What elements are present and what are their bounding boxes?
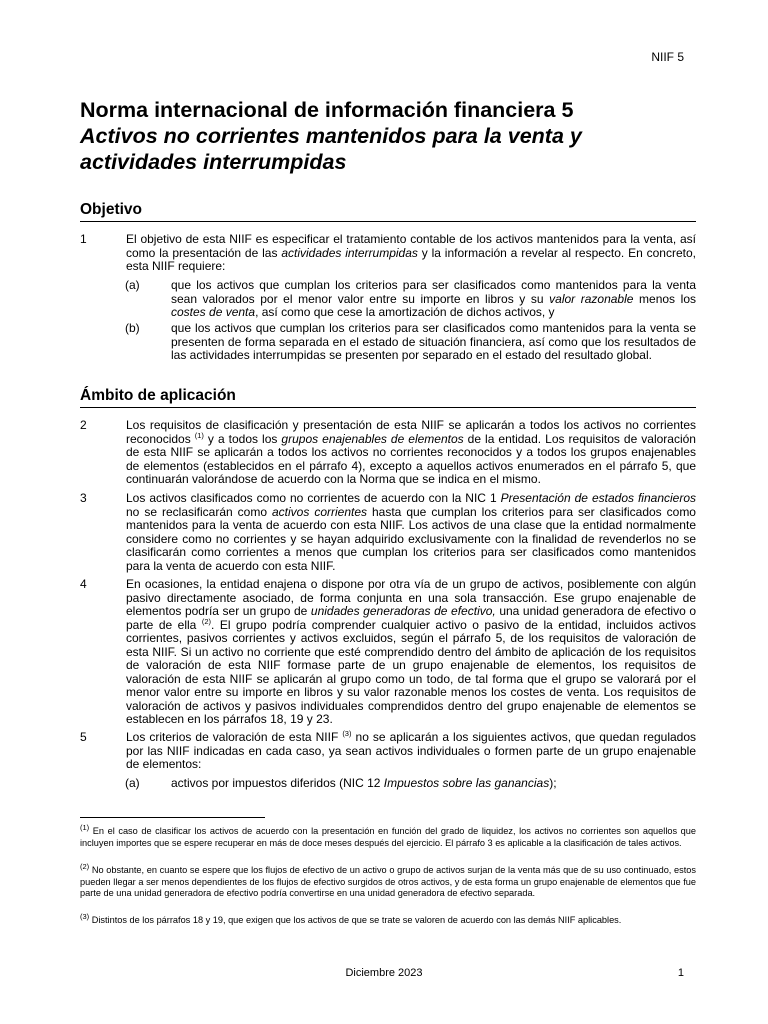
footnote-separator — [80, 817, 265, 818]
footnote-3: $^{(3)}$ Distintos de los párrafos 18 y 19, que exigen que los activos de que se trate se valoren de acuerdo con las demás NIIF aplicables. — [80, 911, 622, 925]
footnote-2: $^{(2)}$ No obstante, en cuanto se espere que los flujos de efectivo de un activo o grupo de activos surjan de la venta más que de su uso continuado, estos pueden llegar a ser menos dependientes de los flujos de efectivo surgidos de otros activos, y de esta forma un grupo enajenable de elementos que fue parte de una unidad generadora de efectivo podría convertirse en una unidad generadora de efectivo separada. — [80, 861, 696, 899]
footnote-ref-2: (2) — [201, 616, 212, 626]
paragraph-number: 1 — [80, 232, 87, 246]
title-line-3: actividades interrumpidas — [80, 150, 347, 174]
document-title — [80, 97, 690, 175]
item-text: que los activos que cumplan los criterios para ser clasificados como mantenidos para la venta sean valorados por el menor valor entre su importe en libros y su valor razonable menos los costes de venta, así como que cese la amortización de dichos activos, y — [171, 278, 696, 319]
paragraph-1-item-b — [125, 322, 696, 363]
standard-label: NIIF 5 — [651, 50, 684, 64]
item-label: (b) — [125, 321, 140, 335]
paragraph-3 — [80, 492, 696, 573]
paragraph-2 — [80, 419, 696, 487]
page-number: 1 — [677, 967, 684, 979]
paragraph-text: Los criterios de valoración de esta NIIF $^{(3)}$ no se aplicarán a los siguientes activos, que quedan regulados por las NIIF indicadas en cada caso, ya sean activos individuales o formen parte de un grupo enajenable de elementos: — [126, 729, 697, 771]
paragraph-text: En ocasiones, la entidad enajena o dispone por otra vía de un grupo de activos, posiblemente con algún pasivo directamente asociado, de forma conjunta en una sola transacción. Ese grupo enajenable de elementos podría ser un grupo de unidades generadoras de efectivo, una unidad generadora de efectivo o parte de ella $^{(2)}$. El grupo podría comprender cualquier activo o pasivo de la entidad, incluidos activos corrientes, pasivos corrientes y activos excluidos, según el párrafo 5, de los requisitos de valoración de esta NIIF. Si un activo no corriente que esté comprendido dentro del ámbito de aplicación de los requisitos de valoración de esta NIIF formase parte de un grupo enajenable de elementos, los requisitos de valoración de esta NIIF se aplicarán al grupo como un todo, de tal forma que el grupo se valorará por el menor valor entre su importe en libros y su valor razonable menos los costes de venta. Los requisitos de valoración de activos y pasivos individuales comprendidos dentro del grupo enajenable de elementos se establecen en los párrafos 18, 19 y 23. — [126, 577, 697, 726]
item-label: (a) — [125, 278, 140, 292]
paragraph-text: Los requisitos de clasificación y presentación de esta NIIF se aplicarán a todos los activos no corrientes reconocidos $^{(1)}$ y a todos los grupos enajenables de elementos de la entidad. Los requisitos de valoración de esta NIIF se aplicarán a todos los activos no corrientes reconocidos y a todos los grupos enajenables de elementos (establecidos en el párrafo 4), excepto a aquellos activos enumerados en el párrafo 5, que continuarán valorándose de acuerdo con la Norma que se indica en el mismo. — [126, 418, 696, 486]
title-line-2: Activos no corrientes mantenidos para la venta y — [80, 124, 582, 148]
paragraph-number: 2 — [80, 418, 87, 432]
paragraph-1-item-a — [125, 279, 696, 320]
paragraph-text: Los activos clasificados como no corrientes de acuerdo con la NIC 1 Presentación de estados financieros no se reclasificarán como activos corrientes hasta que cumplan los criterios para ser clasificados como mantenidos para la venta de acuerdo con esta NIIF. Los activos de una clase que la entidad normalmente considere como no corrientes y se hayan adquirido exclusivamente con la finalidad de revenderlos no se clasificarán como corrientes a menos que cumplan los criterios para ser clasificados como mantenidos para la venta de acuerdo con esta NIIF. — [126, 491, 697, 573]
paragraph-5 — [80, 731, 696, 772]
paragraph-4 — [80, 578, 696, 727]
section-heading-ambito: Ámbito de aplicación — [80, 387, 696, 408]
paragraph-1 — [80, 233, 696, 274]
footer-date: Diciembre 2023 — [345, 967, 423, 979]
footnote-ref-3: (3) — [342, 729, 352, 738]
item-label: (a) — [125, 776, 140, 790]
item-text: que los activos que cumplan los criterios para ser clasificados como mantenidos para la venta se presenten de forma separada en el estado de situación financiera, así como que los resultados de las actividades interrumpidas se presenten por separado en el estado del resultado global. — [171, 321, 696, 362]
paragraph-text: El objetivo de esta NIIF es especificar el tratamiento contable de los activos mantenidos para la venta, así como la presentación de las actividades interrumpidas y la información a revelar al respecto. En concreto, esta NIIF requiere: — [126, 232, 696, 273]
title-line-1: Norma internacional de información financiera 5 — [80, 98, 574, 122]
paragraph-number: 5 — [80, 730, 87, 744]
paragraph-number: 3 — [80, 491, 87, 505]
footnote-1: $^{(1)}$ En el caso de clasificar los activos de acuerdo con la presentación en función del grado de liquidez, los activos no corrientes son aquellos que incluyen importes que se espere recuperar en más de doce meses después del ejercicio. El párrafo 3 es aplicable a la clasificación de tales activos. — [80, 822, 696, 848]
paragraph-number: 4 — [80, 577, 87, 591]
paragraph-5-item-a — [125, 777, 696, 791]
section-heading-objetivo: Objetivo — [80, 201, 696, 222]
item-text: activos por impuestos diferidos (NIC 12 Impuestos sobre las ganancias); — [171, 776, 557, 790]
footnote-ref-1: (1) — [194, 430, 204, 440]
